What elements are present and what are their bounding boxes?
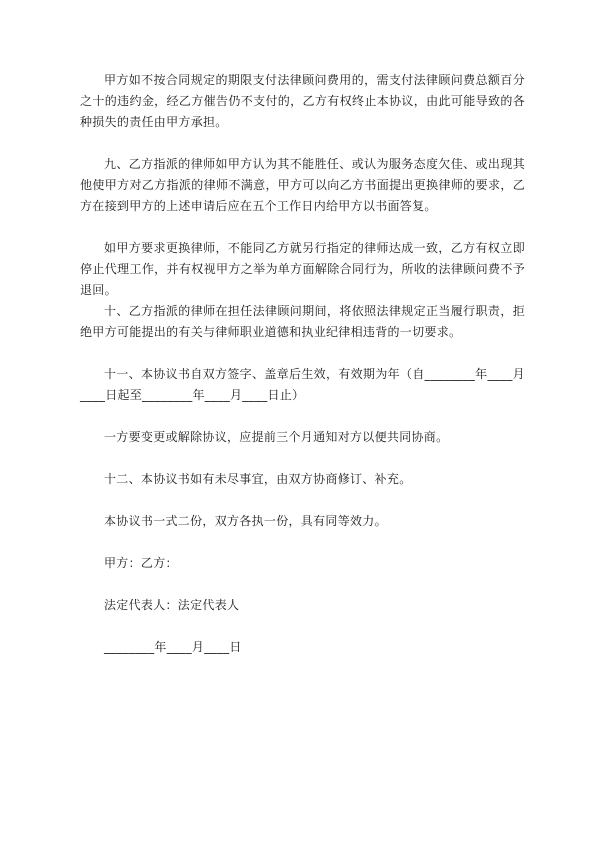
paragraph-clause-9-replace-lawyer: 九、乙方指派的律师如甲方认为其不能胜任、或认为服务态度欠佳、或出现其他使甲方对乙方指派的律师不满意，甲方可以向乙方书面提出更换律师的要求，乙方在接到甲方的上述申请后应在五个工作日内给甲方以书面答复。 (80, 157, 525, 213)
paragraph-copies: 本协议书一式二份，双方各执一份，具有同等效力。 (104, 514, 387, 528)
paragraph-amendment-notice: 一方要变更或解除协议，应提前三个月通知对方以便共同协商。 (104, 430, 449, 444)
paragraph-clause-11-validity: 十一、本协议书自双方签字、盖章后生效，有效期为年（自________年____月____日起至________年____月____日止） (80, 367, 525, 402)
paragraph-replacement-disagreement: 如甲方要求更换律师，不能同乙方就另行指定的律师达成一致，乙方有权立即停止代理工作，并有权视甲方之举为单方面解除合同行为，所收的法律顾问费不予退回。 (80, 241, 525, 297)
signature-date-line: ________年____月____日 (104, 640, 242, 654)
paragraph-late-payment-penalty: 甲方如不按合同规定的期限支付法律顾问费用的，需支付法律顾问费总额百分之十的违约金，经乙方催告仍不支付的，乙方有权终止本协议，由此可能导致的各种损失的责任由甲方承担。 (80, 73, 525, 129)
signature-representatives-line: 法定代表人：法定代表人 (104, 598, 240, 612)
signature-parties-line: 甲方：乙方： (104, 556, 178, 570)
paragraph-clause-12-supplements: 十二、本协议书如有未尽事宜，由双方协商修订、补充。 (104, 472, 412, 486)
paragraph-clause-10-duties: 十、乙方指派的律师在担任法律顾问期间，将依照法律规定正当履行职责，拒绝甲方可能提出的有关与律师职业道德和执业纪律相违背的一切要求。 (80, 304, 525, 339)
